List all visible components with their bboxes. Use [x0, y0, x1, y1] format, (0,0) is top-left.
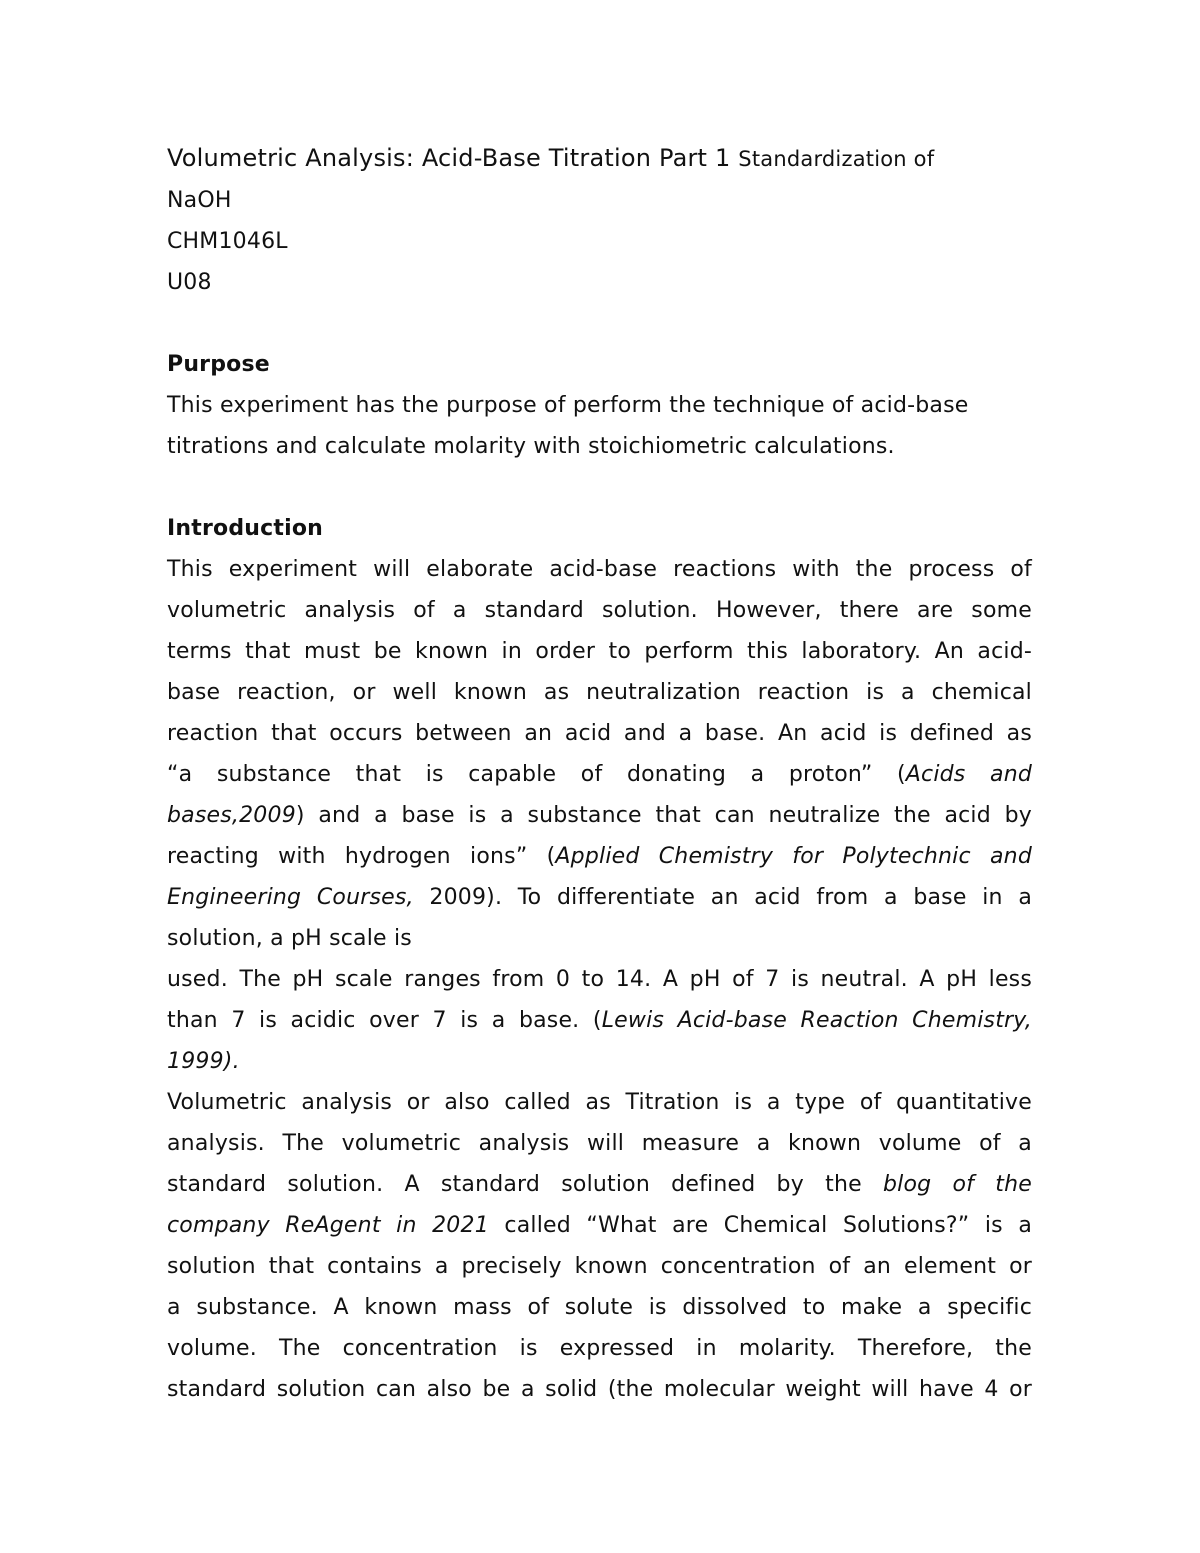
- citation-italic: Acids and: [905, 762, 1033, 787]
- intro-text: ) and a base is a substance that can neutralize the acid by: [295, 803, 1032, 828]
- intro-text: volumetric analysis of a standard solution. However, there are some: [167, 598, 1032, 623]
- intro-line: [167, 877, 1032, 918]
- intro-text: called “What are Chemical Solutions?” is a: [488, 1213, 1033, 1238]
- purpose-heading: Purpose: [167, 352, 270, 377]
- intro-text: Volumetric analysis or also called as Titration is a type of quantitative: [167, 1090, 1032, 1115]
- intro-line: [167, 1205, 1032, 1246]
- citation-italic: 1999).: [167, 1049, 240, 1074]
- intro-line: [167, 631, 1032, 672]
- intro-line: [167, 836, 1032, 877]
- intro-text: 2009). To differentiate an acid from a base in a: [413, 885, 1032, 910]
- intro-line: [167, 1082, 1032, 1123]
- intro-line: solution, a pH scale is: [167, 926, 412, 951]
- intro-line: [167, 1041, 1032, 1082]
- citation-italic: company ReAgent in 2021: [167, 1213, 489, 1238]
- intro-text: solution that contains a precisely known concentration of an element or: [167, 1254, 1032, 1279]
- intro-line: [167, 549, 1032, 590]
- citation-italic: Applied Chemistry for Polytechnic and: [555, 844, 1032, 869]
- intro-line: [167, 590, 1032, 631]
- intro-text: This experiment will elaborate acid-base reactions with the process of: [167, 557, 1032, 582]
- intro-text: base reaction, or well known as neutralization reaction is a chemical: [167, 680, 1032, 705]
- intro-text: terms that must be known in order to perform this laboratory. An acid-: [167, 639, 1032, 664]
- intro-line: [167, 1000, 1032, 1041]
- intro-line: [167, 1246, 1032, 1287]
- intro-text: reaction that occurs between an acid and a base. An acid is defined as: [167, 721, 1032, 746]
- title-line: [167, 138, 1032, 180]
- document-subtitle: Standardization of: [738, 147, 935, 171]
- intro-text: analysis. The volumetric analysis will measure a known volume of a: [167, 1131, 1032, 1156]
- citation-italic: Engineering Courses,: [167, 885, 414, 910]
- spacer: [167, 303, 1032, 344]
- intro-text: “a substance that is capable of donating a proton” (: [167, 762, 906, 787]
- purpose-line: This experiment has the purpose of perform the technique of acid-base: [167, 393, 969, 418]
- intro-line: [167, 1164, 1032, 1205]
- intro-line: [167, 754, 1032, 795]
- intro-text: than 7 is acidic over 7 is a base. (: [167, 1008, 602, 1033]
- citation-italic: Lewis Acid-base Reaction Chemistry,: [601, 1008, 1032, 1033]
- spacer: [167, 467, 1032, 508]
- introduction-heading: Introduction: [167, 516, 324, 541]
- purpose-line: titrations and calculate molarity with stoichiometric calculations.: [167, 434, 895, 459]
- citation-italic: bases,2009: [167, 803, 296, 828]
- intro-line: [167, 1328, 1032, 1369]
- document-title: Volumetric Analysis: Acid-Base Titration Part 1: [167, 144, 731, 172]
- intro-text: standard solution. A standard solution defined by the: [167, 1172, 884, 1197]
- intro-text: used. The pH scale ranges from 0 to 14. A pH of 7 is neutral. A pH less: [167, 967, 1032, 992]
- document-page: [167, 138, 1032, 1410]
- intro-line: [167, 1123, 1032, 1164]
- course-code: CHM1046L: [167, 229, 288, 254]
- intro-line: [167, 672, 1032, 713]
- citation-italic: blog of the: [883, 1172, 1032, 1197]
- intro-line: [167, 959, 1032, 1000]
- intro-text: a substance. A known mass of solute is dissolved to make a specific: [167, 1295, 1032, 1320]
- intro-text: standard solution can also be a solid (the molecular weight will have 4 or: [167, 1377, 1032, 1402]
- intro-line: [167, 1369, 1032, 1410]
- document-subtitle-continued: NaOH: [167, 188, 232, 213]
- intro-line: [167, 795, 1032, 836]
- intro-text: volume. The concentration is expressed in molarity. Therefore, the: [167, 1336, 1032, 1361]
- intro-text: reacting with hydrogen ions” (: [167, 844, 556, 869]
- section-code: U08: [167, 270, 212, 295]
- intro-line: [167, 1287, 1032, 1328]
- intro-line: [167, 713, 1032, 754]
